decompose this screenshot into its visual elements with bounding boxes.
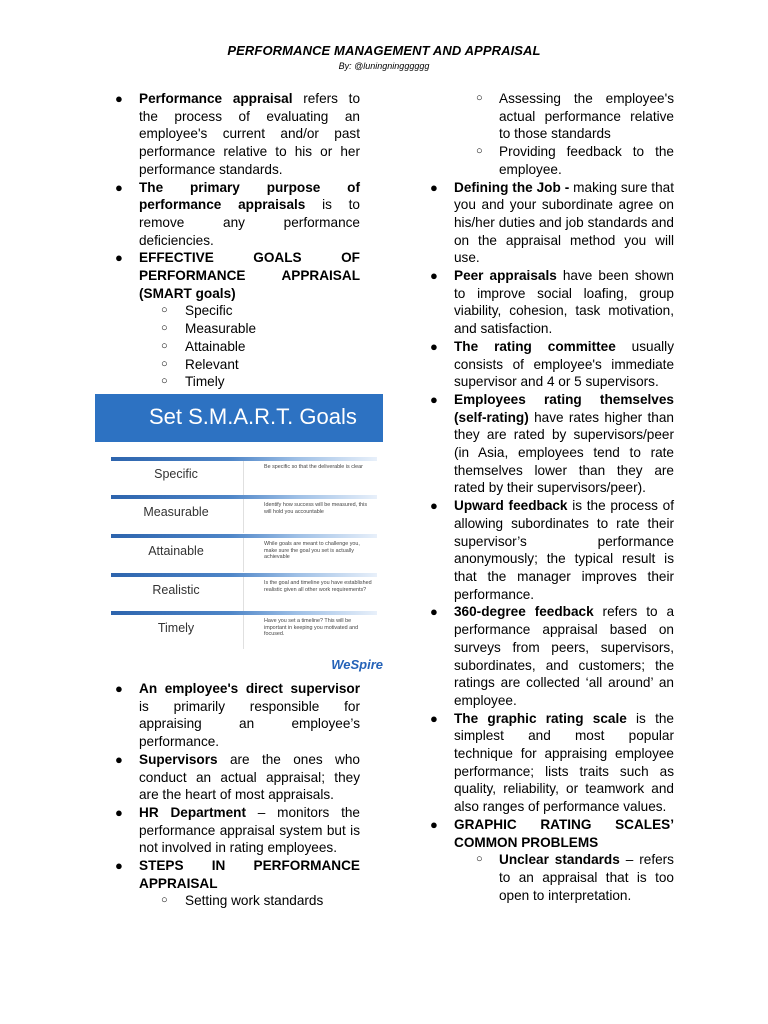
smart-row-label: Realistic <box>152 583 200 597</box>
list-item <box>430 179 674 268</box>
bullet-icon: ● <box>115 179 123 195</box>
row-divider <box>243 577 244 611</box>
definition: making sure that you and your subordinate agree on his/her duties and job standards and on the appraisal method you will use. <box>454 179 674 266</box>
list-item <box>115 179 360 250</box>
definition: have been shown to improve social loafing, group viability, cohesion, task motivation, and satisfaction. <box>454 268 674 337</box>
definition: is primarily responsible for appraising an employee’s performance. <box>139 698 360 750</box>
bullet-icon: ● <box>115 681 123 696</box>
list-item <box>430 710 674 816</box>
smart-row <box>111 573 377 611</box>
row-bar <box>111 611 377 615</box>
row-divider <box>243 499 244 533</box>
term: The rating committee <box>454 338 616 354</box>
list-item <box>430 338 674 391</box>
sub-item-text: Attainable <box>185 338 246 354</box>
byline: By: @luningningggggg <box>338 61 430 71</box>
list-item <box>115 90 360 179</box>
smart-row-desc: While goals are meant to challenge you, make sure the goal you set is actually achievable <box>264 541 360 561</box>
term: Defining the Job - <box>454 179 570 195</box>
circle-bullet-icon: ○ <box>476 145 483 158</box>
sub-item-text: Relevant <box>185 356 239 372</box>
term: Peer appraisals <box>454 268 557 284</box>
list-item <box>430 497 674 603</box>
row-divider <box>243 538 244 572</box>
smart-goals-image <box>95 394 383 676</box>
row-bar <box>111 573 377 577</box>
smart-row-label: Measurable <box>143 505 209 519</box>
sub-item-text: Providing feedback to the employee. <box>499 144 674 177</box>
smart-image-heading: Set S.M.A.R.T. Goals <box>149 404 357 429</box>
sub-item <box>430 143 674 178</box>
definition: refers to the process of evaluating an employee's current and/or past performance relative to his or her performance standards. <box>139 91 361 177</box>
term: GRAPHIC RATING SCALES’ COMMON PROBLEMS <box>454 816 674 850</box>
list-item <box>430 816 674 851</box>
sub-item <box>115 320 360 338</box>
term: The graphic rating scale <box>454 710 627 726</box>
bullet-icon: ● <box>115 751 123 767</box>
definition: – monitors the performance appraisal system but is not involved in rating employees. <box>139 804 360 856</box>
bullet-icon: ● <box>115 804 123 820</box>
term: 360-degree feedback <box>454 604 594 620</box>
sub-item <box>115 892 360 910</box>
sub-item <box>115 373 360 391</box>
left-column-bottom <box>115 680 360 910</box>
page-title: PERFORMANCE MANAGEMENT AND APPRAISAL <box>227 43 541 58</box>
sub-item-text: Assessing the employee's actual performance relative to those standards <box>499 91 674 142</box>
smart-row-label: Timely <box>157 621 195 635</box>
bullet-icon: ● <box>430 179 438 195</box>
row-bar <box>111 534 377 538</box>
list-item <box>115 857 360 892</box>
smart-row-desc: Have you set a timeline? This will be important in keeping you motivated and focused. <box>264 618 359 638</box>
smart-row <box>111 611 377 649</box>
term: STEPS IN PERFORMANCE APPRAISAL <box>139 858 360 891</box>
term: Unclear standards <box>499 852 620 868</box>
list-item <box>430 603 674 709</box>
list-item <box>115 751 360 804</box>
sub-item-text: Measurable <box>185 321 257 337</box>
left-column-top <box>115 90 360 391</box>
circle-bullet-icon: ○ <box>161 894 168 907</box>
bullet-icon: ● <box>430 391 438 407</box>
list-item <box>430 391 674 497</box>
sub-item-text: Specific <box>185 303 233 319</box>
smart-row-desc: Is the goal and timeline you have established realistic given all other work requirements? <box>264 580 372 593</box>
smart-row-desc: Identify how success will be measured, this will hold you accountable <box>264 502 368 515</box>
term: The primary purpose of performance appraisals <box>139 179 360 213</box>
smart-image-header <box>95 394 383 442</box>
sub-item <box>115 302 360 320</box>
circle-bullet-icon: ○ <box>161 339 168 352</box>
smart-row-label: Specific <box>154 467 198 481</box>
definition: usually consists of employee's immediate supervisor and 4 or 5 supervisors. <box>454 338 674 390</box>
smart-row <box>111 457 377 495</box>
term: Performance appraisal <box>139 91 293 106</box>
row-divider <box>243 615 244 649</box>
term: EFFECTIVE GOALS OF PERFORMANCE APPRAISAL (SMART goals) <box>139 250 360 301</box>
term: Employees rating themselves (self-rating) <box>454 391 674 425</box>
sub-item-text: Setting work standards <box>185 893 324 909</box>
list-item <box>115 680 360 751</box>
bullet-icon: ● <box>430 710 438 726</box>
term: Upward feedback <box>454 498 568 514</box>
circle-bullet-icon: ○ <box>161 304 168 317</box>
row-bar <box>111 495 377 499</box>
bullet-icon: ● <box>430 268 438 284</box>
definition: is the simplest and most popular technique for appraising employee performance; lists traits such as quality, reliability, or teamwork and also ranges of performance values. <box>454 710 674 815</box>
term: An employee's direct supervisor <box>139 681 360 696</box>
definition: is to remove any performance deficiencies. <box>139 197 360 248</box>
bullet-icon: ● <box>430 498 438 514</box>
circle-bullet-icon: ○ <box>476 853 483 866</box>
smart-row-label: Attainable <box>148 544 204 558</box>
definition: have rates higher than they are rated by supervisors/peer (in Asia, employees tend to rate themselves lower than they are rated by their supervisors/peer). <box>454 409 674 496</box>
smart-row <box>111 495 377 533</box>
list-item <box>115 249 360 302</box>
bullet-icon: ● <box>115 91 123 106</box>
term: Supervisors <box>139 751 218 767</box>
sub-item <box>115 356 360 374</box>
bullet-icon: ● <box>430 816 438 832</box>
sub-item <box>430 851 674 904</box>
bullet-icon: ● <box>115 250 123 266</box>
bullet-icon: ● <box>115 858 123 874</box>
circle-bullet-icon: ○ <box>476 92 483 104</box>
list-item <box>430 267 674 338</box>
sub-item <box>115 338 360 356</box>
sub-item <box>430 90 674 143</box>
term: HR Department <box>139 804 246 820</box>
row-divider <box>243 461 244 495</box>
circle-bullet-icon: ○ <box>161 357 168 370</box>
list-item <box>115 804 360 857</box>
right-column <box>430 90 674 904</box>
brand-logo: WeSpire <box>331 657 383 672</box>
definition: is the process of allowing subordinates to rate their supervisor’s performance anonymously; the typical result is that the manager improves their performance. <box>454 498 674 602</box>
row-bar <box>111 457 377 461</box>
bullet-icon: ● <box>430 338 438 354</box>
circle-bullet-icon: ○ <box>161 322 168 335</box>
definition: are the ones who conduct an actual appraisal; they are the heart of most appraisals. <box>139 751 360 803</box>
smart-row-desc: Be specific so that the deliverable is clear <box>264 464 363 470</box>
smart-row <box>111 534 377 572</box>
definition: refers to a performance appraisal based on surveys from peers, supervisors, subordinates, and customers; the ratings are collected ‘all around’ an employee. <box>454 604 675 708</box>
sub-item-text: Timely <box>185 374 225 390</box>
definition: – refers to an appraisal that is too open to interpretation. <box>499 852 674 903</box>
circle-bullet-icon: ○ <box>161 375 168 388</box>
bullet-icon: ● <box>430 604 438 620</box>
